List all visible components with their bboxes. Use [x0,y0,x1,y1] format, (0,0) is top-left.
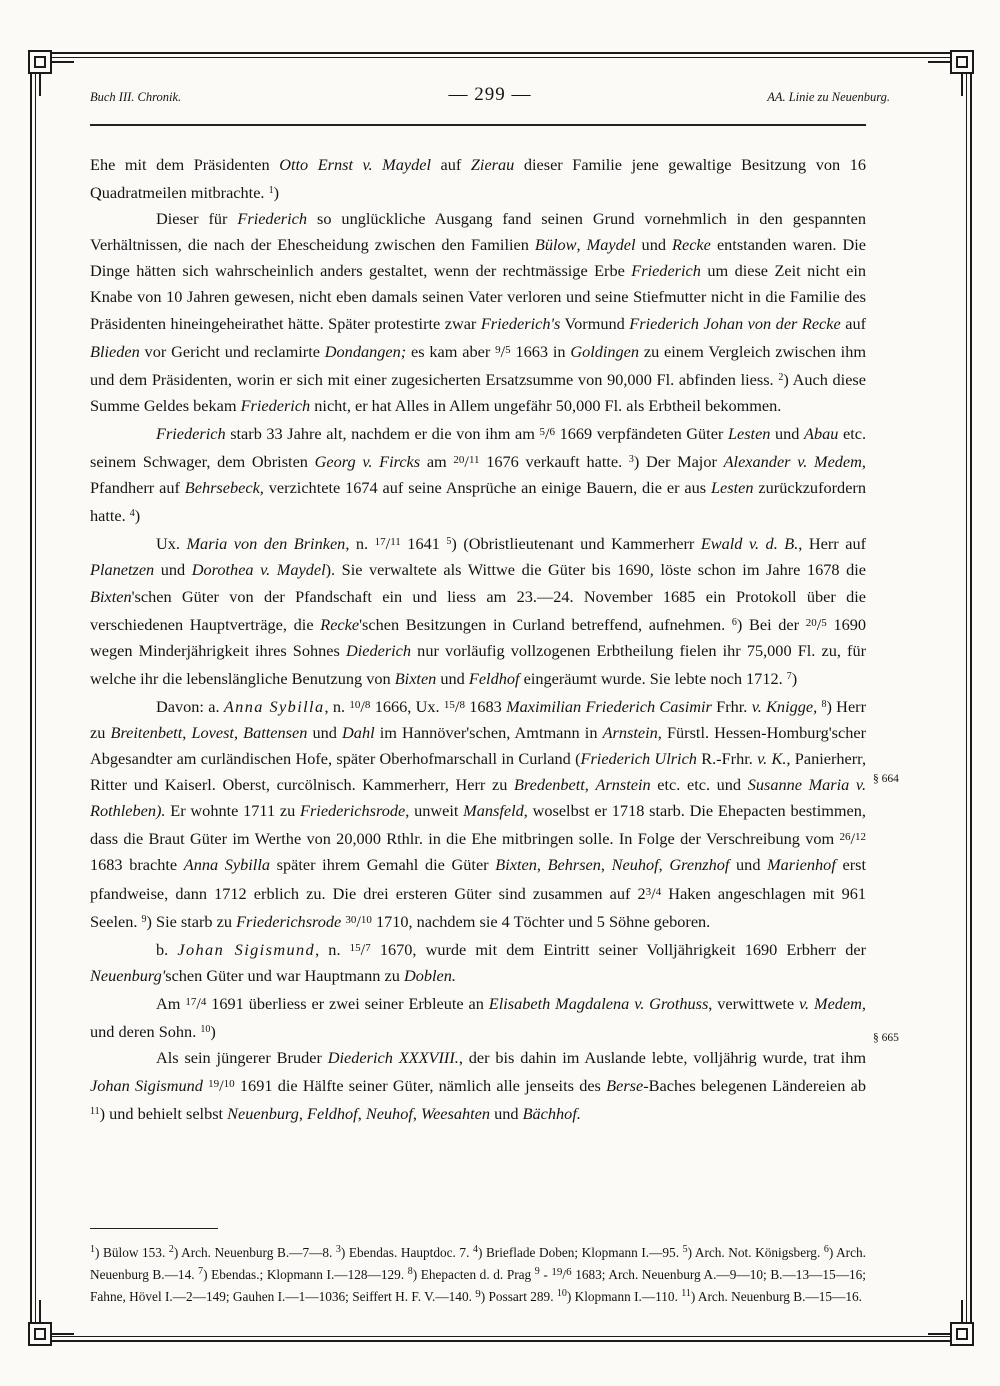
running-header [90,84,890,114]
paragraph-5: Davon: a. Anna Sybilla, n. $^{10}/_8$ 1666, Ux. $^{15}/_8$ 1683 Maximilian Friederich Casimir Frhr. v. Knigge, $^8$) Herr zu Breitenbett, Lovest, Battensen und Dahl im Hannöver'schen, Amtmann in Arnstein, Fürstl. Hessen-Homburg'scher Abgesandter am curländischen Hofe, später Oberhofmarschall in Curland (Friederich Ulrich R.-Frhr. v. K., Panierherr, Ritter und Kaiserl. Oberst, curcölnisch. Kammerherr, Herr zu Bredenbett, Arnstein etc. etc. und Susanne Maria v. Rothleben). Er wohnte 1711 zu Friederichsrode, unweit Mansfeld, woselbst er 1718 starb. Die Ehepacten bestimmen, dass die Braut Güter im Werthe von 20,000 Rthlr. in die Ehe mitbringen solle. In Folge der Verschreibung vom $^{26}/_{12}$ 1683 brachte Anna Sybilla später ihrem Gemahl die Güter Bixten, Behrsen, Neuhof, Grenzhof und Marienhof erst pfandweise, dann 1712 erblich zu. Die drei ersteren Güter sind zusammen auf $2^3/_4$ Haken angeschlagen mit 961 Seelen. $^9$) Sie starb zu Friederichsrode $^{30}/_{10}$ 1710, nachdem sie 4 Töchter und 5 Söhne geboren. [90,696,867,931]
ornament-corner-top-right-icon [926,48,976,98]
header-section-title: AA. Linie zu Neuenburg. [767,90,890,104]
paragraph-7: Am $^{17}/_4$ 1691 überliess er zwei seiner Erbleute an Elisabeth Magdalena v. Grothuss, verwittwete v. Medem, und deren Sohn. $^{10}$) [90,993,866,1041]
ornament-corner-top-left-icon [26,48,76,98]
paragraph-6: b. Johan Sigismund, n. $^{15}/_7$ 1670, wurde mit dem Eintritt seiner Volljährigkeit 1690 Erbherr der Neuenburg'schen Güter und war Hauptmann zu Doblen. [90,939,867,985]
margin-reference-664: § 664 [873,773,899,785]
body-text [90,152,866,1127]
header-book-title: Buch III. Chronik. [90,90,182,104]
ornament-corner-bottom-left-icon [26,1298,76,1348]
paragraph-8: Als sein jüngerer Bruder Diederich XXXVIII., der bis dahin im Auslande lebte, volljährig wurde, trat ihm Johan Sigismund $^{19}/_{10}$ 1691 die Hälfte seiner Güter, nämlich alle jenseits des Berse-Baches belegenen Ländereien ab $^{11}$) und behielt selbst Neuenburg, Feldhof, Neuhof, Weesahten und Bächhof. [90,1048,866,1124]
footnote-rule [90,1228,218,1229]
paragraph-2: Dieser für Friederich so unglückliche Ausgang fand seinen Grund vornehmlich in den gespannten Verhältnissen, die nach der Ehescheidung zwischen den Familien Bülow, Maydel und Recke entstanden waren. Die Dinge hätten sich wahrscheinlich anders gestaltet, wenn der rechtmässige Erbe Friederich um diese Zeit nicht ein Knabe von 10 Jahren gewesen, nicht eben damals seinen Vater verloren und seine Stiefmutter nicht in die Familie des Präsidenten hineingeheirathet hätte. Später protestirte zwar Friederich's Vormund Friederich Johan von der Recke auf Blieden vor Gericht und reclamirte Dondangen; es kam aber $^9/_5$ 1663 in Goldingen zu einem Vergleich zwischen ihm und dem Präsidenten, worin er sich mit einer zugesicherten Ersatzsumme von 90,000 Fl. abfinden liess. $^2$) Auch diese Summe Geldes bekam Friederich nicht, er hat Alles in Allem ungefähr 50,000 Fl. als Erbtheil bekommen. [90,209,867,415]
ornament-corner-bottom-right-icon [926,1298,976,1348]
page-number: — 299 — [448,84,532,105]
paragraph-1: Ehe mit dem Präsidenten Otto Ernst v. Maydel auf Zierau dieser Familie jene gewaltige Besitzung von 16 Quadratmeilen mitbrachte. $^1$) [90,155,866,203]
header-rule [90,124,866,126]
paragraph-3: Friederich starb 33 Jahre alt, nachdem er die von ihm am $^5/_6$ 1669 verpfändeten Güter Lesten und Abau etc. seinem Schwager, dem Obristen Georg v. Fircks am $^{20}/_{11}$ 1676 verkauft hatte. $^3$) Der Major Alexander v. Medem, Pfandherr auf Behrsebeck, verzichtete 1674 auf seine Ansprüche an einige Bauern, die er aus Lesten zurückzufordern hatte. $^4$) [90,423,867,526]
footnotes: $^1$) Bülow 153. $^2$) Arch. Neuenburg B.—7—8. $^3$) Ebendas. Hauptdoc. 7. $^4$) Brieflade Doben; Klopmann I.—95. $^5$) Arch. Not. Königsberg. $^6$) Arch. Neuenburg B.—14. $^7$) Ebendas.; Klopmann I.—128—129. $^8$) Ehepacten d. d. Prag $^9$ - $^{19}$/$^6$ 1683; Arch. Neuenburg A.—9—10; B.—13—15—16; Fahne, Hövel I.—2—149; Gauhen I.—1—1036; Seiffert H. F. V.—140. $_9$) Possart 289. $^{10}$) Klopmann I.—110. $^{11}$) Arch. Neuenburg B.—15—16. [90,1244,866,1305]
paragraph-4: Ux. Maria von den Brinken, n. $^{17}/_{11}$ 1641 $^5$) (Obristlieutenant und Kammerherr Ewald v. d. B., Herr auf Planetzen und Dorothea v. Maydel). Sie verwaltete als Wittwe die Güter bis 1690, löste schon im Jahre 1678 die Bixten'schen Güter von der Pfandschaft ein und liess am 23.—24. November 1685 ein Protokoll über die verschiedenen Hauptverträge, die Recke'schen Besitzungen in Curland betreffend, aufnehmen. $^6$) Bei der $^{20}/_5$ 1690 wegen Minderjährigkeit ihres Sohnes Diederich nur vorläufig vollzogenen Erbtheilung fielen ihr 75,000 Fl. zu, für welche ihr die lebenslängliche Benutzung von Bixten und Feldhof eingeräumt wurde. Sie lebte noch 1712. $^7$) [90,534,867,688]
margin-reference-665: § 665 [873,1032,899,1044]
